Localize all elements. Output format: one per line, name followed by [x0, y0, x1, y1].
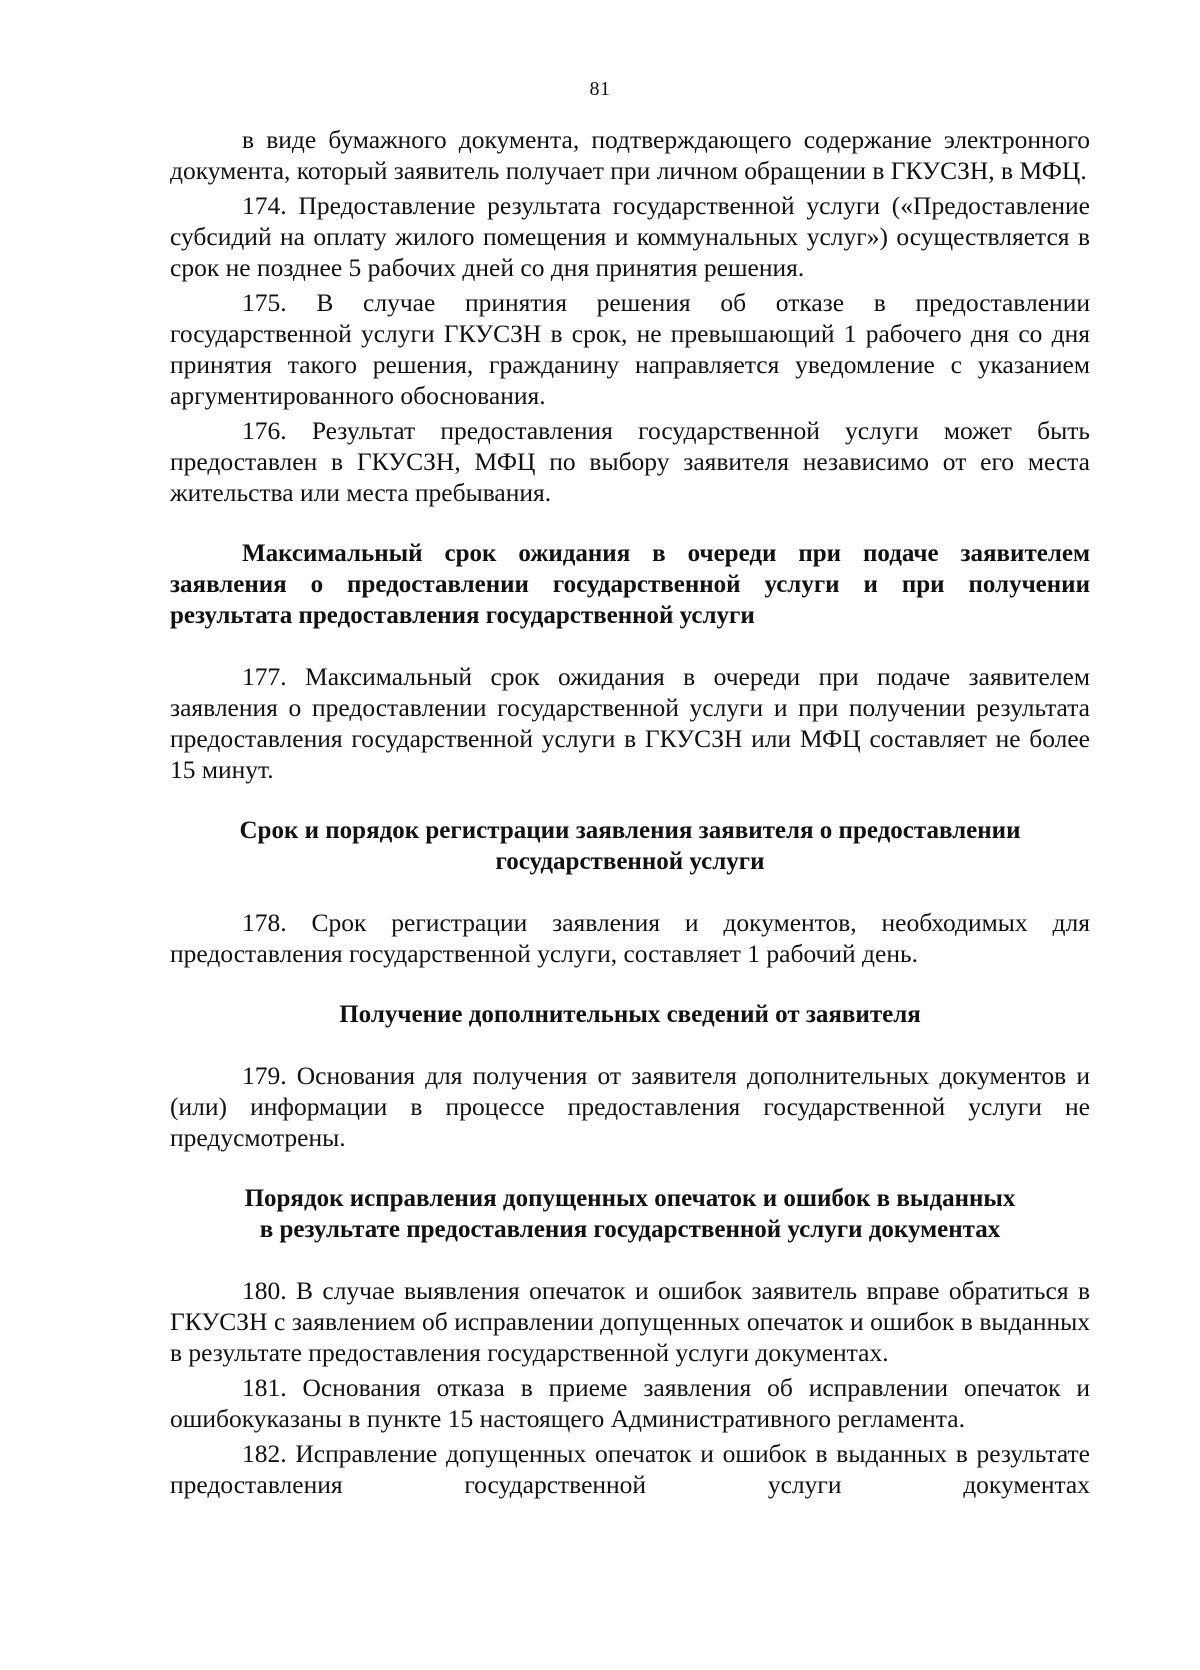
page-number: 81 [589, 78, 611, 100]
paragraph-174: 174. Предоставление результата государственной услуги («Предоставление субсидий на оплату жилого помещения и коммунальных услуг») осуществляется в срок не позднее 5 рабочих дней со дня принятия решения. [170, 191, 1090, 282]
heading-line: Срок и порядок регистрации заявления заявителя о предоставлении [239, 817, 1021, 844]
heading-line: Порядок исправления допущенных опечаток и ошибок в выданных [244, 1185, 1016, 1212]
document-body [170, 124, 1090, 1500]
paragraph-181: 181. Основания отказа в приеме заявления об исправлении опечаток и ошибокуказаны в пункте 15 настоящего Административного регламента. [170, 1373, 1090, 1433]
section-heading-max-waiting-time: Максимальный срок ожидания в очереди при подаче заявителем заявления о предоставлении государственной услуги и при получении результата предоставления государственной услуги [170, 540, 1090, 629]
section-heading-additional-info: Получение дополнительных сведений от заявителя [339, 1001, 921, 1028]
paragraph-179: 179. Основания для получения от заявителя дополнительных документов и (или) информации в процессе предоставления государственной услуги не предусмотрены. [170, 1061, 1090, 1152]
paragraph-176: 176. Результат предоставления государственной услуги может быть предоставлен в ГКУСЗН, МФЦ по выбору заявителя независимо от его места жительства или места пребывания. [170, 416, 1090, 507]
paragraph-182: 182. Исправление допущенных опечаток и ошибок в выданных в результате предоставления государственной услуги документах [170, 1439, 1090, 1499]
section-heading-registration [170, 815, 1090, 877]
paragraph-177: 177. Максимальный срок ожидания в очереди при подаче заявителем заявления о предоставлении государственной услуги и при получении результата предоставления государственной услуги в ГКУСЗН или МФЦ составляет не более 15 минут. [170, 662, 1090, 784]
paragraph-175: 175. В случае принятия решения об отказе в предоставлении государственной услуги ГКУСЗН в срок, не превышающий 1 рабочего дня со дня принятия такого решения, гражданину направляется уведомление с указанием аргументированного обоснования. [170, 288, 1090, 410]
heading-line: государственной услуги [495, 848, 765, 875]
paragraph-178: 178. Срок регистрации заявления и документов, необходимых для предоставления государственной услуги, составляет 1 рабочий день. [170, 908, 1090, 968]
paragraph-180: 180. В случае выявления опечаток и ошибок заявитель вправе обратиться в ГКУСЗН с заявлением об исправлении допущенных опечаток и ошибок в выданных в результате предоставления государственной услуги документах. [170, 1276, 1090, 1367]
heading-line: в результате предоставления государственной услуги документах [259, 1216, 1001, 1243]
section-heading-corrections [170, 1183, 1090, 1245]
paragraph-continuation: в виде бумажного документа, подтверждающего содержание электронного документа, который заявитель получает при личном обращении в ГКУСЗН, в МФЦ. [170, 125, 1090, 185]
